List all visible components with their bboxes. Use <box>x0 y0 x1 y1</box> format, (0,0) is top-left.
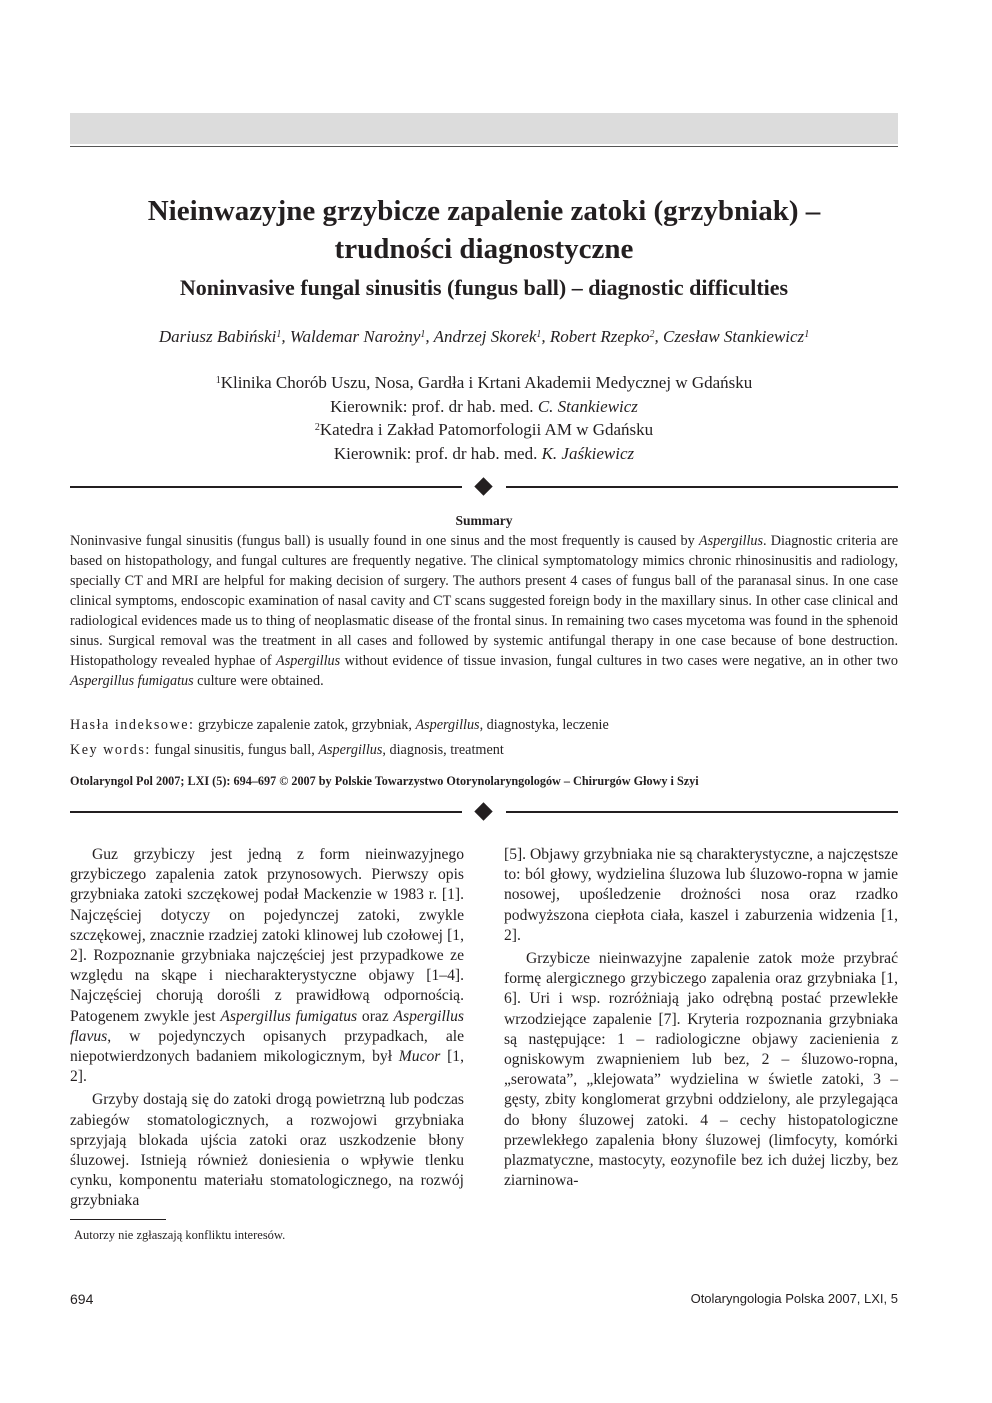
citation-line: Otolaryngol Pol 2007; LXI (5): 694–697 © 2007 by Polskie Towarzystwo Otorynolaryngologów – Chirurgów Głowy i Szyi <box>70 774 699 788</box>
affiliations <box>70 371 898 465</box>
footnote-rule <box>70 1219 166 1220</box>
header-band <box>70 113 898 144</box>
affiliation-2: $^2$Katedra i Zakład Patomorfologii AM w Gdańsku <box>314 420 654 439</box>
paragraph: Grzybicze nieinwazyjne zapalenie zatok może przybrać formę alergicznego grzybiczego zapalenia oraz grzybniaka [1, 6]. Uri i wsp. rozróżniają jako odrębną postać przewlekłe wrzodziejące zapalenie [7]. Kryteria rozpoznania grzybniaka są następujące: 1 – radiologiczne objawy zacienienia z ogniskowym zwapnieniem lub bez, 2 – śluzowo-ropna, „serowata”, „klejowata” wydzielina w świetle zatoki, 3 – gęsty, zbity konglomerat grzybni oddzielony, ale przylegająca do błony śluzowej zatoki. 4 – cechy histopatologiczne przewlekłego zapalenia błony śluzowej (limfocyty, komórki plazmatyczne, mastocyty, eozynofile bez ich dużej liczby, bez ziarninowa- <box>504 950 898 1190</box>
keywords-english-text: fungal sinusitis, fungus ball, Aspergillus, diagnosis, treatment <box>150 742 504 758</box>
title-line-2: trudności diagnostyczne <box>334 233 634 265</box>
journal-reference: Otolaryngologia Polska 2007, LXI, 5 <box>690 1291 898 1306</box>
diamond-ornament-icon <box>474 477 492 495</box>
author-name: Andrzej Skorek <box>433 327 537 346</box>
keywords-polish <box>70 715 898 735</box>
affiliation-2-head: Kierownik: prof. dr hab. med. K. Jaśkiewicz <box>333 443 635 463</box>
page-number: 694 <box>70 1291 94 1307</box>
title-line-1: Nieinwazyjne grzybicze zapalenie zatoki (grzybniak) – <box>147 195 821 227</box>
diamond-ornament-icon <box>474 802 492 820</box>
paragraph: [5]. Objawy grzybniaka nie są charakterystyczne, a najczęstsze to: ból głowy, wydzielina śluzowa lub śluzowo-ropna w jamie nosowej, upośledzenie drożności nosa oraz rzadko podwyższona ciepłota ciała, kaszel i zaburzenia widzenia [1, 2]. <box>504 846 898 944</box>
keywords-polish-label: Hasła indeksowe: <box>70 717 195 733</box>
author-name: Czesław Stankiewicz <box>662 327 805 346</box>
author-name: Robert Rzepko <box>549 327 650 346</box>
authors-list: Dariusz Babiński$^1$, Waldemar Narożny$^1$, Andrzej Skorek$^1$, Robert Rzepko$^2$, Czesław Stankiewicz$^1$ <box>158 327 810 346</box>
section-divider-bottom <box>70 804 898 820</box>
summary-heading: Summary <box>455 513 513 528</box>
author-name: Dariusz Babiński <box>158 327 277 346</box>
keywords-english-label: Key words: <box>70 742 151 758</box>
affiliation-1: $^1$Klinika Chorób Uszu, Nosa, Gardła i Krtani Akademii Medycznej w Gdańsku <box>215 373 753 392</box>
footnote: Autorzy nie zgłaszają konfliktu interesów. <box>74 1228 286 1242</box>
article-title-english: Noninvasive fungal sinusitis (fungus ball) – diagnostic difficulties <box>179 275 789 300</box>
keywords-english <box>70 740 898 760</box>
header-rule <box>70 146 898 147</box>
paragraph: Guz grzybiczy jest jedną z form nieinwazyjnego grzybiczego zapalenia zatok przynosowych. Pierwszy opis grzybniaka zatoki szczękowej podał Mackenzie w 1983 r. [1]. Najczęściej dotyczy on pojedynczej zatoki, zwykle szczękowej, znacznie rzadziej zatoki klinowej lub czołowej [1, 2]. Rozpoznanie grzybniaka najczęściej jest przypadkowe ze względu na skąpe i niecharakterystyczne objawy [1–4]. Najczęściej chorują dorośli z prawidłową odpornością. Patogenem zwykle jest Aspergillus fumigatus oraz Aspergillus flavus, w pojedynczych opisanych przypadkach, ale niepotwierdzonych badaniem mikologicznym, był Mucor [1, 2]. <box>70 846 464 1086</box>
section-divider-top <box>70 479 898 495</box>
affiliation-1-head: Kierownik: prof. dr hab. med. C. Stankiewicz <box>330 396 638 416</box>
body-column-left <box>70 845 464 1212</box>
keywords-polish-text: grzybicze zapalenie zatok, grzybniak, Aspergillus, diagnostyka, leczenie <box>194 717 609 733</box>
article-title-polish <box>70 192 898 268</box>
summary-text: Noninvasive fungal sinusitis (fungus ball) is usually found in one sinus and the most frequently is caused by Aspergillus. Diagnostic criteria are based on histopathology, and fungal cultures are frequently negative. The clinical symptomatology mimics chronic rhinosinusitis and radiology, specially CT and MRI are helpful for making decision of surgery. The authors present 4 cases of fungus ball of the paranasal sinus. In one case clinical symptoms, endoscopic examination of nasal cavity and CT scans suggested foreign body in the maxillary sinus. In other case clinical and radiological evidences made us to thing of neoplasmatic disease of the frontal sinus. In remaining two cases mycetoma was found in the sphenoid sinus. Surgical removal was the treatment in all cases and followed by systemic antifungal therapy in one case because of bone destruction. Histopathology revealed hyphae of Aspergillus without evidence of tissue invasion, fungal cultures in two cases were negative, an in other two Aspergillus fumigatus culture were obtained. <box>70 533 898 689</box>
paragraph: Grzyby dostają się do zatoki drogą powietrzną lub podczas zabiegów stomatologicznych, a rozwojowi grzybniaka sprzyjają blokada ujścia zatoki oraz uszkodzenie błony śluzowej. Istnieją również doniesienia o wpływie tlenku cynku, komponentu materiału stomatologicznego, na rozwój grzybniaka <box>70 1091 464 1210</box>
author-name: Waldemar Narożny <box>289 327 421 346</box>
body-column-right <box>504 845 898 1191</box>
